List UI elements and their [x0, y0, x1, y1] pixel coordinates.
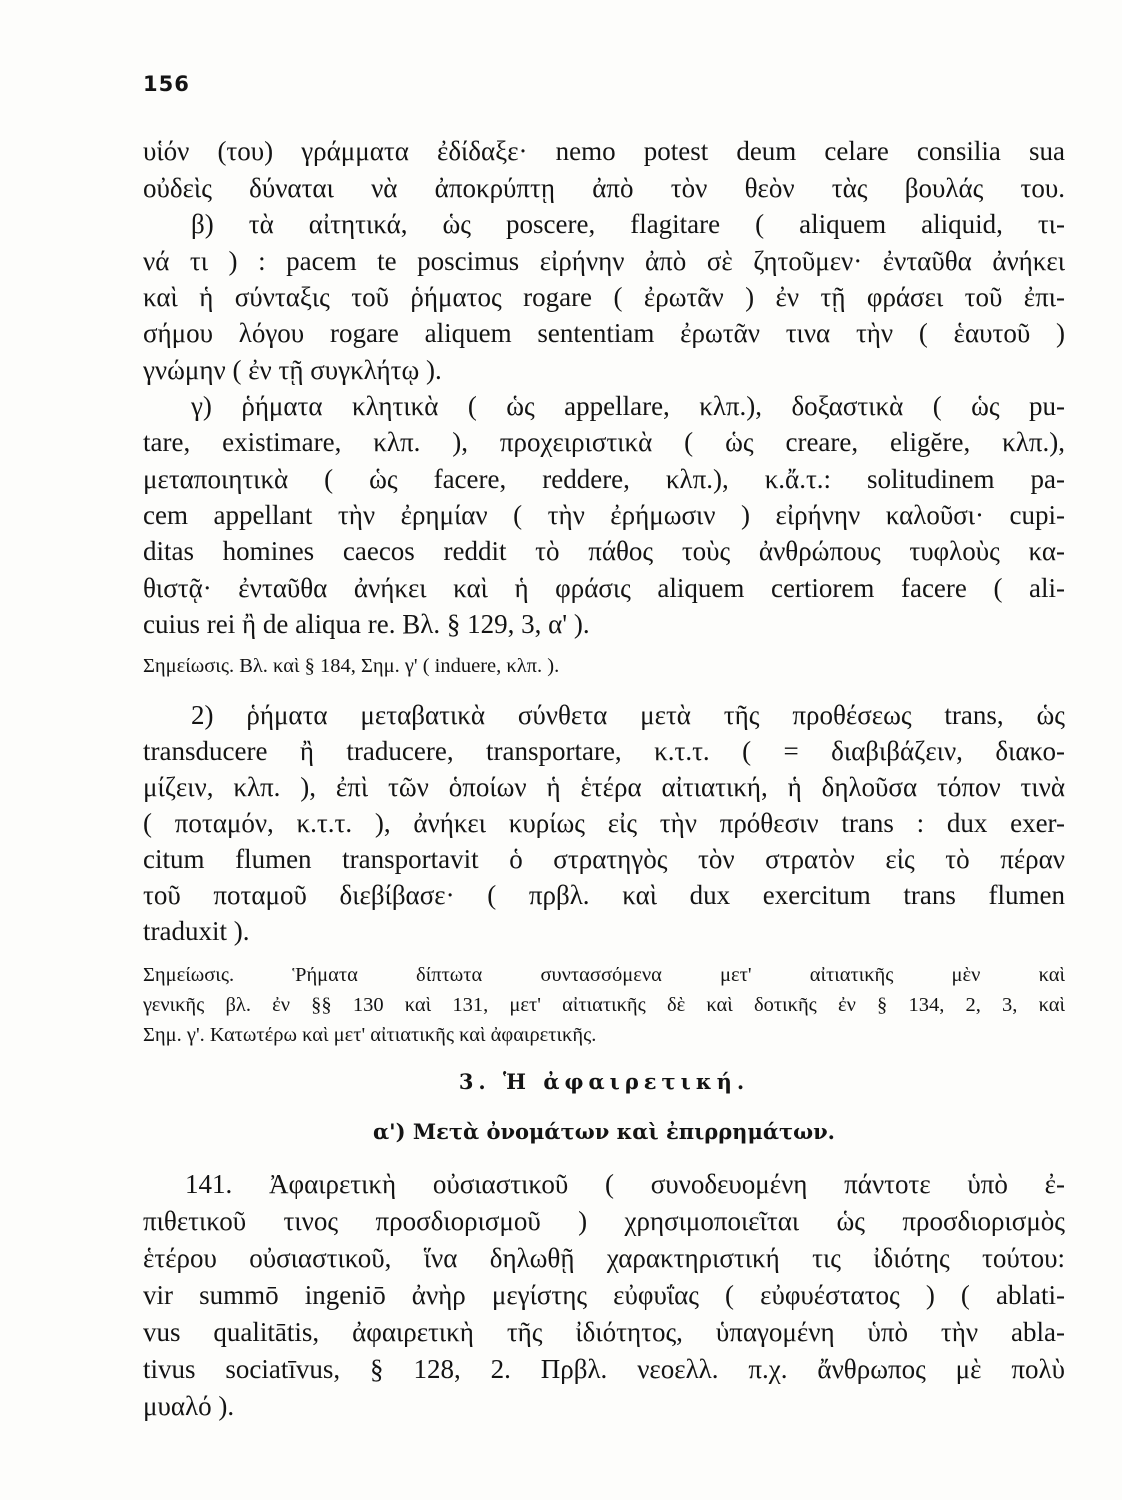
text-line: vir summō ingeniō ἀνὴρ μεγίστης εὐφυΐας ( εὐφυέστατος ) ( ablati- [143, 1280, 1065, 1310]
note-line: γενικῆς βλ. ἐν §§ 130 καὶ 131, μετ' αἰτιατικῆς δὲ καὶ δοτικῆς ἐν § 134, 2, 3, καὶ [143, 994, 1065, 1016]
paragraph-141-line: 141. Ἀφαιρετικὴ οὐσιαστικοῦ ( συνοδευομένη πάντοτε ὑπὸ ἐ- [185, 1169, 1065, 1199]
text-line: vus qualitātis, ἀφαιρετικὴ τῆς ἰδιότητος, ὑπαγομένη ὑπὸ τὴν abla- [143, 1317, 1065, 1347]
page-number: 156 [143, 72, 190, 96]
note-line: Σημ. γ'. Κατωτέρω καὶ μετ' αἰτιατικῆς καὶ ἀφαιρετικῆς. [143, 1024, 597, 1046]
text-line: νά τι ) : pacem te poscimus εἰρήνην ἀπὸ σὲ ζητοῦμεν· ἐνταῦθα ἀνήκει [143, 246, 1065, 276]
text-line: μίζειν, κλπ. ), ἐπὶ τῶν ὁποίων ἡ ἑτέρα αἰτιατική, ἡ δηλοῦσα τόπον τινὰ [143, 772, 1065, 802]
text-line: citum flumen transportavit ὁ στρατηγὸς τὸν στρατὸν εἰς τὸ πέραν [143, 844, 1065, 874]
text-line: σήμου λόγου rogare aliquem sententiam ἐρωτᾶν τινα τὴν ( ἑαυτοῦ ) [143, 318, 1065, 348]
text-line: θιστᾷ· ἐνταῦθα ἀνήκει καὶ ἡ φράσις aliquem certiorem facere ( ali- [143, 573, 1065, 603]
text-line: β) τὰ αἰτητικά, ὡς poscere, flagitare ( aliquem aliquid, τι- [191, 209, 1065, 239]
text-line: tare, existimare, κλπ. ), προχειριστικὰ ( ὡς creare, eligĕre, κλπ.), [143, 427, 1065, 457]
text-line: γνώμην ( ἐν τῇ συγκλήτῳ ). [143, 355, 442, 385]
note-line: Σημείωσις. Ῥήματα δίπτωτα συντασσόμενα μετ' αἰτιατικῆς μὲν καὶ [143, 964, 1065, 986]
text-line: ditas homines caecos reddit τὸ πάθος τοὺς ἀνθρώπους τυφλοὺς κα- [143, 536, 1065, 566]
text-line: tivus sociatīvus, § 128, 2. Πρβλ. νεοελλ. π.χ. ἄνθρωπος μὲ πολὺ [143, 1354, 1065, 1384]
subsection-heading: α') Μετὰ ὀνομάτων καὶ ἐπιρρημάτων. [373, 1119, 835, 1144]
text-line: transducere ἢ traducere, transportare, κ.τ.τ. ( = διαβιβάζειν, διακο- [143, 736, 1065, 766]
text-line: 2) ῥήματα μεταβατικὰ σύνθετα μετὰ τῆς προθέσεως trans, ὡς [191, 700, 1065, 730]
text-line: πιθετικοῦ τινος προσδιορισμοῦ ) χρησιμοποιεῖται ὡς προσδιορισμὸς [143, 1206, 1065, 1236]
text-line: υἱόν (του) γράμματα ἐδίδαξε· nemo potest deum celare consilia sua [143, 136, 1065, 166]
text-line: μυαλό ). [143, 1391, 235, 1421]
text-line: cuius rei ἢ de aliqua re. Βλ. § 129, 3, α' ). [143, 609, 590, 639]
text-line: ( ποταμόν, κ.τ.τ. ), ἀνήκει κυρίως εἰς τὴν πρόθεσιν trans : dux exer- [143, 808, 1065, 838]
note-line: Σημείωσις. Βλ. καὶ § 184, Σημ. γ' ( induere, κλπ. ). [143, 655, 560, 677]
text-line: γ) ῥήματα κλητικὰ ( ὡς appellare, κλπ.), δοξαστικὰ ( ὡς pu- [191, 391, 1065, 421]
text-line: ἑτέρου οὐσιαστικοῦ, ἵνα δηλωθῇ χαρακτηριστική τις ἰδιότης τούτου: [143, 1243, 1065, 1273]
text-line: traduxit ). [143, 916, 250, 946]
text-line: cem appellant τὴν ἐρημίαν ( τὴν ἐρήμωσιν ) εἰρήνην καλοῦσι· cupi- [143, 500, 1065, 530]
text-line: μεταποιητικὰ ( ὡς facere, reddere, κλπ.), κ.ἄ.τ.: solitudinem pa- [143, 464, 1065, 494]
text-line: καὶ ἡ σύνταξις τοῦ ῥήματος rogare ( ἐρωτᾶν ) ἐν τῇ φράσει τοῦ ἐπι- [143, 282, 1065, 312]
text-line: οὐδεὶς δύναται νὰ ἀποκρύπτῃ ἀπὸ τὸν θεὸν τὰς βουλάς του. [143, 173, 1065, 203]
section-heading: 3. Ἡ ἀφαιρετική. [458, 1069, 750, 1094]
text-line: τοῦ ποταμοῦ διεβίβασε· ( πρβλ. καὶ dux exercitum trans flumen [143, 880, 1065, 910]
